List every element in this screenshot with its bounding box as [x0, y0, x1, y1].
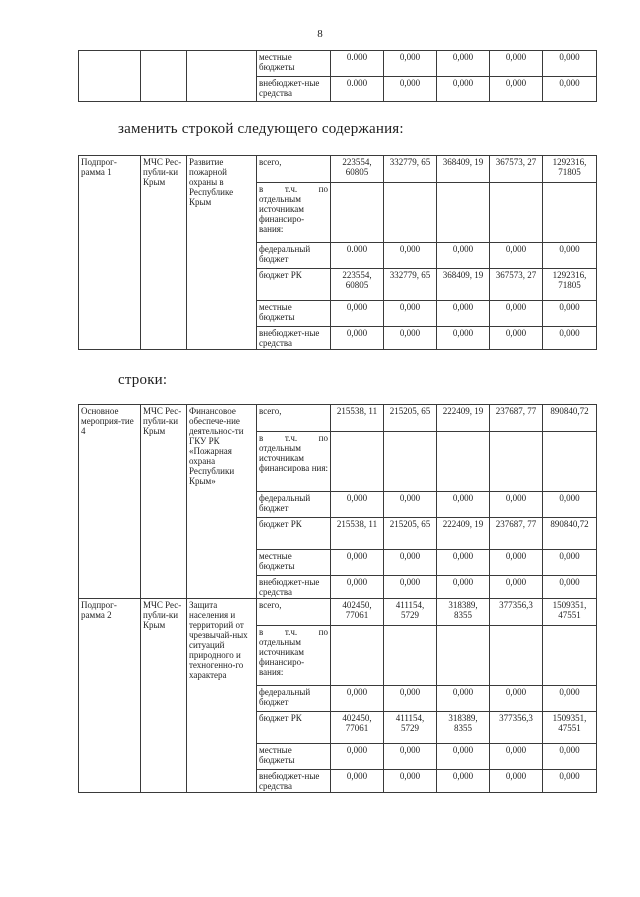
value-cell: 0,000 — [384, 51, 437, 77]
value-cell: 0,000 — [490, 550, 543, 576]
title-cell: Финансовое обеспече-ние деятельнос-ти ГКУ РК «Пожарная охрана Республики Крым» — [187, 405, 257, 599]
row-label: всего, — [257, 405, 331, 432]
value-cell: 0,000 — [543, 301, 597, 327]
value-cell: 0,000 — [543, 744, 597, 770]
value-cell: 0,000 — [437, 243, 490, 269]
row-label: всего, — [257, 599, 331, 626]
value-cell: 0,000 — [384, 327, 437, 350]
value-cell: 215205, 65 — [384, 518, 437, 550]
value-cell: 0,000 — [437, 770, 490, 793]
value-cell: 0,000 — [384, 576, 437, 599]
value-cell — [331, 626, 384, 686]
value-cell — [490, 183, 543, 243]
value-cell — [543, 432, 597, 492]
executor-cell: МЧС Рес-публи-ки Крым — [141, 599, 187, 793]
value-cell: 0,000 — [331, 327, 384, 350]
row-label: местные бюджеты — [257, 550, 331, 576]
value-cell: 411154, 5729 — [384, 599, 437, 626]
value-cell — [384, 432, 437, 492]
budget-table-continued — [78, 50, 597, 102]
row-label: внебюджет-ные средства — [257, 770, 331, 793]
value-cell: 1509351, 47551 — [543, 599, 597, 626]
value-cell: 222409, 19 — [437, 518, 490, 550]
rows-heading: строки: — [118, 372, 168, 388]
table-row — [79, 156, 597, 183]
title-cell: Защита населения и территорий от чрезвычай-ных ситуаций природного и техногенно-го характера — [187, 599, 257, 793]
title-cell: Развитие пожарной охраны в Республике Крым — [187, 156, 257, 350]
rows-table — [78, 404, 597, 793]
executor-cell: МЧС Рес-публи-ки Крым — [141, 156, 187, 350]
row-label: внебюджет-ные средства — [257, 327, 331, 350]
value-cell: 215205, 65 — [384, 405, 437, 432]
value-cell: 0,000 — [437, 686, 490, 712]
value-cell: 0,000 — [384, 744, 437, 770]
value-cell: 890840,72 — [543, 518, 597, 550]
value-cell — [384, 626, 437, 686]
value-cell: 0,000 — [384, 77, 437, 102]
value-cell — [384, 183, 437, 243]
value-cell: 377356,3 — [490, 712, 543, 744]
value-cell: 237687, 77 — [490, 405, 543, 432]
value-cell: 0,000 — [331, 770, 384, 793]
value-cell: 0,000 — [331, 576, 384, 599]
value-cell: 0,000 — [437, 576, 490, 599]
row-label: местные бюджеты — [257, 744, 331, 770]
value-cell — [437, 183, 490, 243]
value-cell: 0,000 — [490, 51, 543, 77]
value-cell: 0,000 — [384, 770, 437, 793]
row-label: федеральный бюджет — [257, 492, 331, 518]
value-cell: 332779, 65 — [384, 156, 437, 183]
value-cell: 332779, 65 — [384, 269, 437, 301]
table-row — [79, 51, 597, 77]
value-cell: 0,000 — [384, 243, 437, 269]
value-cell: 0,000 — [437, 550, 490, 576]
value-cell: 0,000 — [490, 243, 543, 269]
value-cell: 0,000 — [543, 576, 597, 599]
value-cell: 0,000 — [331, 550, 384, 576]
value-cell — [331, 432, 384, 492]
row-label: внебюджет-ные средства — [257, 576, 331, 599]
value-cell: 0.000 — [331, 77, 384, 102]
row-label: бюджет РК — [257, 518, 331, 550]
value-cell: 368409, 19 — [437, 269, 490, 301]
value-cell: 0,000 — [490, 744, 543, 770]
value-cell: 0,000 — [543, 550, 597, 576]
row-label: федеральный бюджет — [257, 686, 331, 712]
value-cell: 0,000 — [331, 301, 384, 327]
title-cell — [79, 51, 141, 102]
value-cell: 0,000 — [331, 744, 384, 770]
row-label: местные бюджеты — [257, 51, 331, 77]
value-cell: 0,000 — [490, 77, 543, 102]
row-label: в т.ч. по отдельным источникам финансиро-вания: — [257, 183, 331, 243]
value-cell: 0,000 — [490, 686, 543, 712]
value-cell: 367573, 27 — [490, 156, 543, 183]
executor-cell — [141, 51, 187, 102]
value-cell: 0,000 — [543, 770, 597, 793]
value-cell: 0,000 — [331, 492, 384, 518]
program-cell: Основное мероприя-тие 4 — [79, 405, 141, 599]
value-cell: 377356,3 — [490, 599, 543, 626]
value-cell: 1292316, 71805 — [543, 269, 597, 301]
value-cell — [437, 432, 490, 492]
value-cell: 222409, 19 — [437, 405, 490, 432]
value-cell — [331, 183, 384, 243]
row-label: местные бюджеты — [257, 301, 331, 327]
value-cell — [490, 432, 543, 492]
value-cell: 0,000 — [543, 327, 597, 350]
value-cell: 0,000 — [437, 51, 490, 77]
value-cell: 223554, 60805 — [331, 156, 384, 183]
value-cell: 0,000 — [331, 686, 384, 712]
executor-cell: МЧС Рес-публи-ки Крым — [141, 405, 187, 599]
page-number: 8 — [317, 28, 323, 40]
value-cell: 0,000 — [543, 51, 597, 77]
table-row — [79, 599, 597, 626]
value-cell: 0,000 — [543, 492, 597, 518]
value-cell: 368409, 19 — [437, 156, 490, 183]
value-cell: 0,000 — [384, 550, 437, 576]
row-label: федеральный бюджет — [257, 243, 331, 269]
row-label: внебюджет-ные средства — [257, 77, 331, 102]
replace-instruction: заменить строкой следующего содержания: — [118, 121, 404, 137]
value-cell: 411154, 5729 — [384, 712, 437, 744]
value-cell: 1292316, 71805 — [543, 156, 597, 183]
row-label: в т.ч. по отдельным источникам финансирова ния: — [257, 432, 331, 492]
value-cell: 215538, 11 — [331, 518, 384, 550]
value-cell: 215538, 11 — [331, 405, 384, 432]
value-cell — [543, 626, 597, 686]
value-cell: 0,000 — [490, 327, 543, 350]
value-cell: 0,000 — [437, 77, 490, 102]
value-cell: 237687, 77 — [490, 518, 543, 550]
value-cell: 0,000 — [384, 301, 437, 327]
value-cell: 0,000 — [384, 686, 437, 712]
value-cell: 0.000 — [331, 51, 384, 77]
value-cell: 402450, 77061 — [331, 712, 384, 744]
value-cell: 223554, 60805 — [331, 269, 384, 301]
row-label: бюджет РК — [257, 269, 331, 301]
value-cell: 0,000 — [490, 576, 543, 599]
value-cell: 318389, 8355 — [437, 599, 490, 626]
value-cell: 0,000 — [437, 492, 490, 518]
value-cell: 0,000 — [437, 744, 490, 770]
row-label: в т.ч. по отдельным источникам финансиро-вания: — [257, 626, 331, 686]
program-cell: Подпрог-рамма 1 — [79, 156, 141, 350]
table-row — [79, 405, 597, 432]
value-cell — [490, 626, 543, 686]
row-label: бюджет РК — [257, 712, 331, 744]
value-cell — [543, 183, 597, 243]
value-cell: 402450, 77061 — [331, 599, 384, 626]
value-cell: 0,000 — [543, 243, 597, 269]
value-cell: 0,000 — [490, 770, 543, 793]
value-cell: 0.000 — [331, 243, 384, 269]
value-cell: 0,000 — [437, 327, 490, 350]
value-cell: 0,000 — [384, 492, 437, 518]
program-cell — [187, 51, 257, 102]
value-cell: 0,000 — [543, 686, 597, 712]
value-cell: 367573, 27 — [490, 269, 543, 301]
value-cell — [437, 626, 490, 686]
value-cell: 0,000 — [490, 301, 543, 327]
row-label: всего, — [257, 156, 331, 183]
value-cell: 318389, 8355 — [437, 712, 490, 744]
value-cell: 0,000 — [437, 301, 490, 327]
value-cell: 1509351, 47551 — [543, 712, 597, 744]
value-cell: 0,000 — [543, 77, 597, 102]
value-cell: 890840,72 — [543, 405, 597, 432]
program-cell: Подпрог-рамма 2 — [79, 599, 141, 793]
replacement-table — [78, 155, 597, 350]
value-cell: 0,000 — [490, 492, 543, 518]
